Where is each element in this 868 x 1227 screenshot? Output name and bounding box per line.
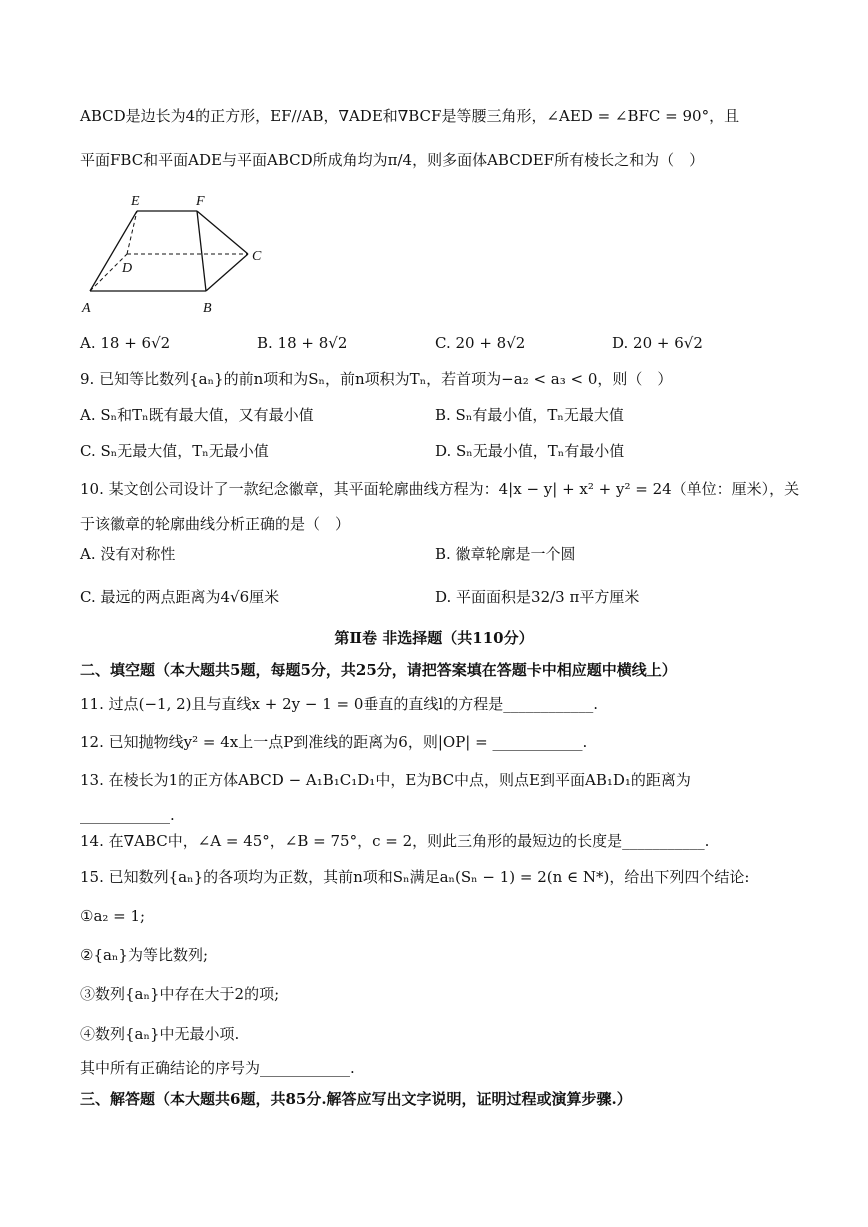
solve-heading: 三、解答题（本大题共6题，共85分.解答应写出文字说明，证明过程或演算步骤.） bbox=[80, 1090, 632, 1108]
label-F: F bbox=[196, 194, 205, 209]
q8-option-b: B. 18 + 8√2 bbox=[257, 334, 348, 352]
q8-option-a: A. 18 + 6√2 bbox=[80, 334, 171, 352]
q10-option-b: B. 徽章轮廓是一个圆 bbox=[435, 545, 576, 563]
section-title: 第Ⅱ卷 非选择题（共110分） bbox=[334, 629, 534, 647]
q9-option-b: B. Sₙ有最小值，Tₙ无最大值 bbox=[435, 406, 624, 424]
q9-option-a: A. Sₙ和Tₙ既有最大值，又有最小值 bbox=[80, 406, 314, 424]
label-B: B bbox=[203, 301, 212, 316]
q10-stem-line1: 10. 某文创公司设计了一款纪念徽章，其平面轮廓曲线方程为：4|x − y| + x² + y² = 24（单位：厘米），关 bbox=[80, 480, 800, 498]
label-D: D bbox=[122, 261, 133, 276]
q10-option-d: D. 平面面积是32/3 π平方厘米 bbox=[435, 588, 640, 606]
q8-option-c: C. 20 + 8√2 bbox=[435, 334, 526, 352]
fill-in-heading: 二、填空题（本大题共5题，每题5分，共25分，请把答案填在答题卡中相应题中横线上） bbox=[80, 661, 677, 679]
q14: 14. 在∇ABC中，∠A = 45°，∠B = 75°，c = 2，则此三角形的最短边的长度是___________. bbox=[80, 832, 710, 850]
q15-closing: 其中所有正确结论的序号为____________. bbox=[80, 1059, 355, 1077]
q15-item-1: ①a₂ = 1; bbox=[80, 907, 146, 925]
q15-stem: 15. 已知数列{aₙ}的各项均为正数，其前n项和Sₙ满足aₙ(Sₙ − 1) = 2(n ∈ N*)，给出下列四个结论: bbox=[80, 868, 750, 886]
q15-item-3: ③数列{aₙ}中存在大于2的项; bbox=[80, 985, 280, 1003]
q10-stem-line2: 于该徽章的轮廓曲线分析正确的是（ ） bbox=[80, 515, 351, 533]
q9-option-d: D. Sₙ无最小值，Tₙ有最小值 bbox=[435, 442, 625, 460]
label-C: C bbox=[252, 249, 262, 264]
q10-option-a: A. 没有对称性 bbox=[80, 545, 176, 563]
q15-item-4: ④数列{aₙ}中无最小项. bbox=[80, 1025, 240, 1043]
q11: 11. 过点(−1, 2)且与直线x + 2y − 1 = 0垂直的直线l的方程是____________. bbox=[80, 695, 598, 713]
q12: 12. 已知抛物线y² = 4x上一点P到准线的距离为6，则|OP| = ____________. bbox=[80, 733, 588, 751]
q8-option-d: D. 20 + 6√2 bbox=[612, 334, 703, 352]
q9-stem: 9. 已知等比数列{aₙ}的前n项和为Sₙ，前n项积为Tₙ，若首项为−a₂ < a₃ < 0，则（ ） bbox=[80, 370, 673, 388]
label-E: E bbox=[131, 194, 140, 209]
q8-stem-line2: 平面FBC和平面ADE与平面ABCD所成角均为π/4，则多面体ABCDEF所有棱长之和为（ ） bbox=[80, 151, 705, 169]
label-A: A bbox=[82, 301, 91, 316]
q15-item-2: ②{aₙ}为等比数列; bbox=[80, 946, 209, 964]
q13-line1: 13. 在棱长为1的正方体ABCD − A₁B₁C₁D₁中，E为BC中点，则点E到平面AB₁D₁的距离为 bbox=[80, 771, 691, 789]
polyhedron-figure bbox=[70, 188, 280, 318]
q8-stem-line1: ABCD是边长为4的正方形，EF//AB，∇ADE和∇BCF是等腰三角形，∠AED = ∠BFC = 90°，且 bbox=[80, 107, 740, 125]
q9-option-c: C. Sₙ无最大值，Tₙ无最小值 bbox=[80, 442, 269, 460]
q10-option-c: C. 最远的两点距离为4√6厘米 bbox=[80, 588, 280, 606]
q13-line2: ____________. bbox=[80, 806, 175, 824]
